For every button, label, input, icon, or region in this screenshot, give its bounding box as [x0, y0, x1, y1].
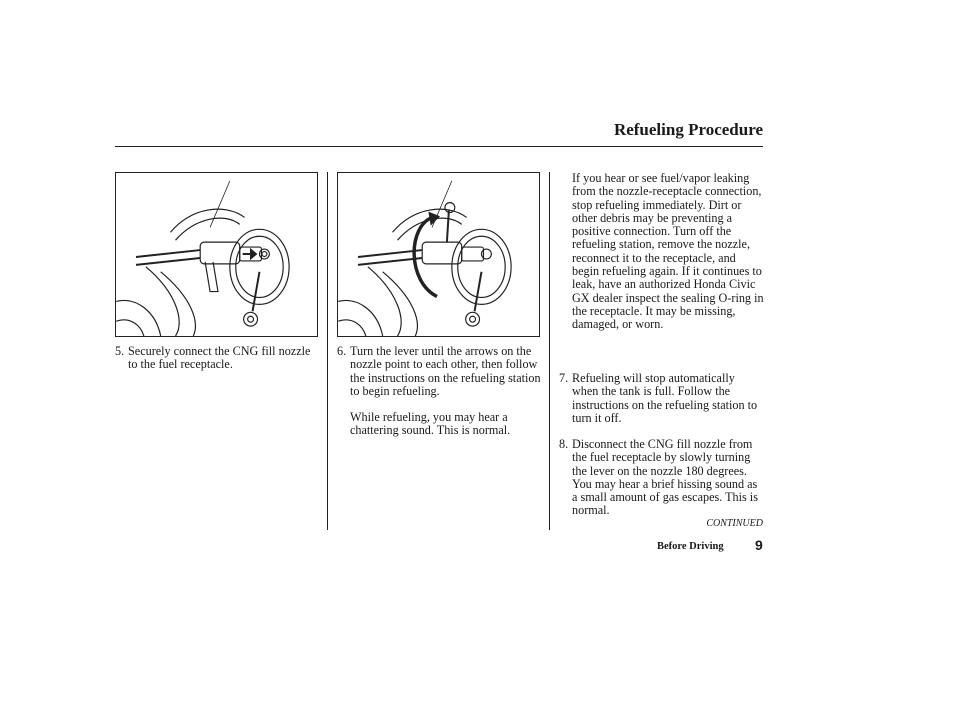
- step-number: 5.: [115, 344, 125, 358]
- cng-nozzle-connect-illustration: [116, 173, 317, 336]
- column-divider: [549, 172, 550, 530]
- figure-lever-turn: [337, 172, 540, 337]
- figure-nozzle-connect: [115, 172, 318, 337]
- footer-section-title: Before Driving: [657, 541, 724, 552]
- step-number: 7.: [559, 371, 569, 385]
- page-title: Refueling Procedure: [613, 120, 763, 139]
- step-7: [559, 372, 764, 425]
- title-rule: [115, 146, 763, 147]
- cng-nozzle-lever-turn-illustration: [338, 173, 539, 336]
- step-text: Securely connect the CNG fill nozzle to the fuel receptacle.: [128, 344, 311, 372]
- page-number: 9: [755, 537, 763, 553]
- step-number: 8.: [559, 437, 569, 451]
- step-8: [559, 438, 764, 518]
- step-number: 6.: [337, 344, 347, 358]
- step-6: [337, 345, 549, 398]
- continued-label: CONTINUED: [706, 518, 763, 529]
- refueling-note: While refueling, you may hear a chattering sound. This is normal.: [350, 410, 511, 438]
- step-text: Refueling will stop automatically when the tank is full. Follow the instructions on the refueling station to turn it off.: [572, 371, 758, 425]
- step-5: [115, 345, 320, 372]
- column-divider: [327, 172, 328, 530]
- step-text: Disconnect the CNG fill nozzle from the fuel receptacle by slowly turning the lever on the nozzle 180 degrees. You may hear a brief hissing sound as a small amount of gas escapes. This is normal.: [572, 437, 758, 518]
- leak-warning-paragraph: If you hear or see fuel/vapor leaking from the nozzle-receptacle connection, stop refueling immediately. Dirt or other debris may be preventing a positive connection. Turn off the refueling station, remove the nozzle, reconnect it to the receptacle, and begin refueling again. If it continues to leak, have an authorized Honda Civic GX dealer inspect the sealing O-ring in the receptacle. It may be missing, damaged, or worn.: [572, 171, 764, 332]
- step-text: Turn the lever until the arrows on the nozzle point to each other, then follow the instructions on the refueling station to begin refueling.: [350, 344, 541, 398]
